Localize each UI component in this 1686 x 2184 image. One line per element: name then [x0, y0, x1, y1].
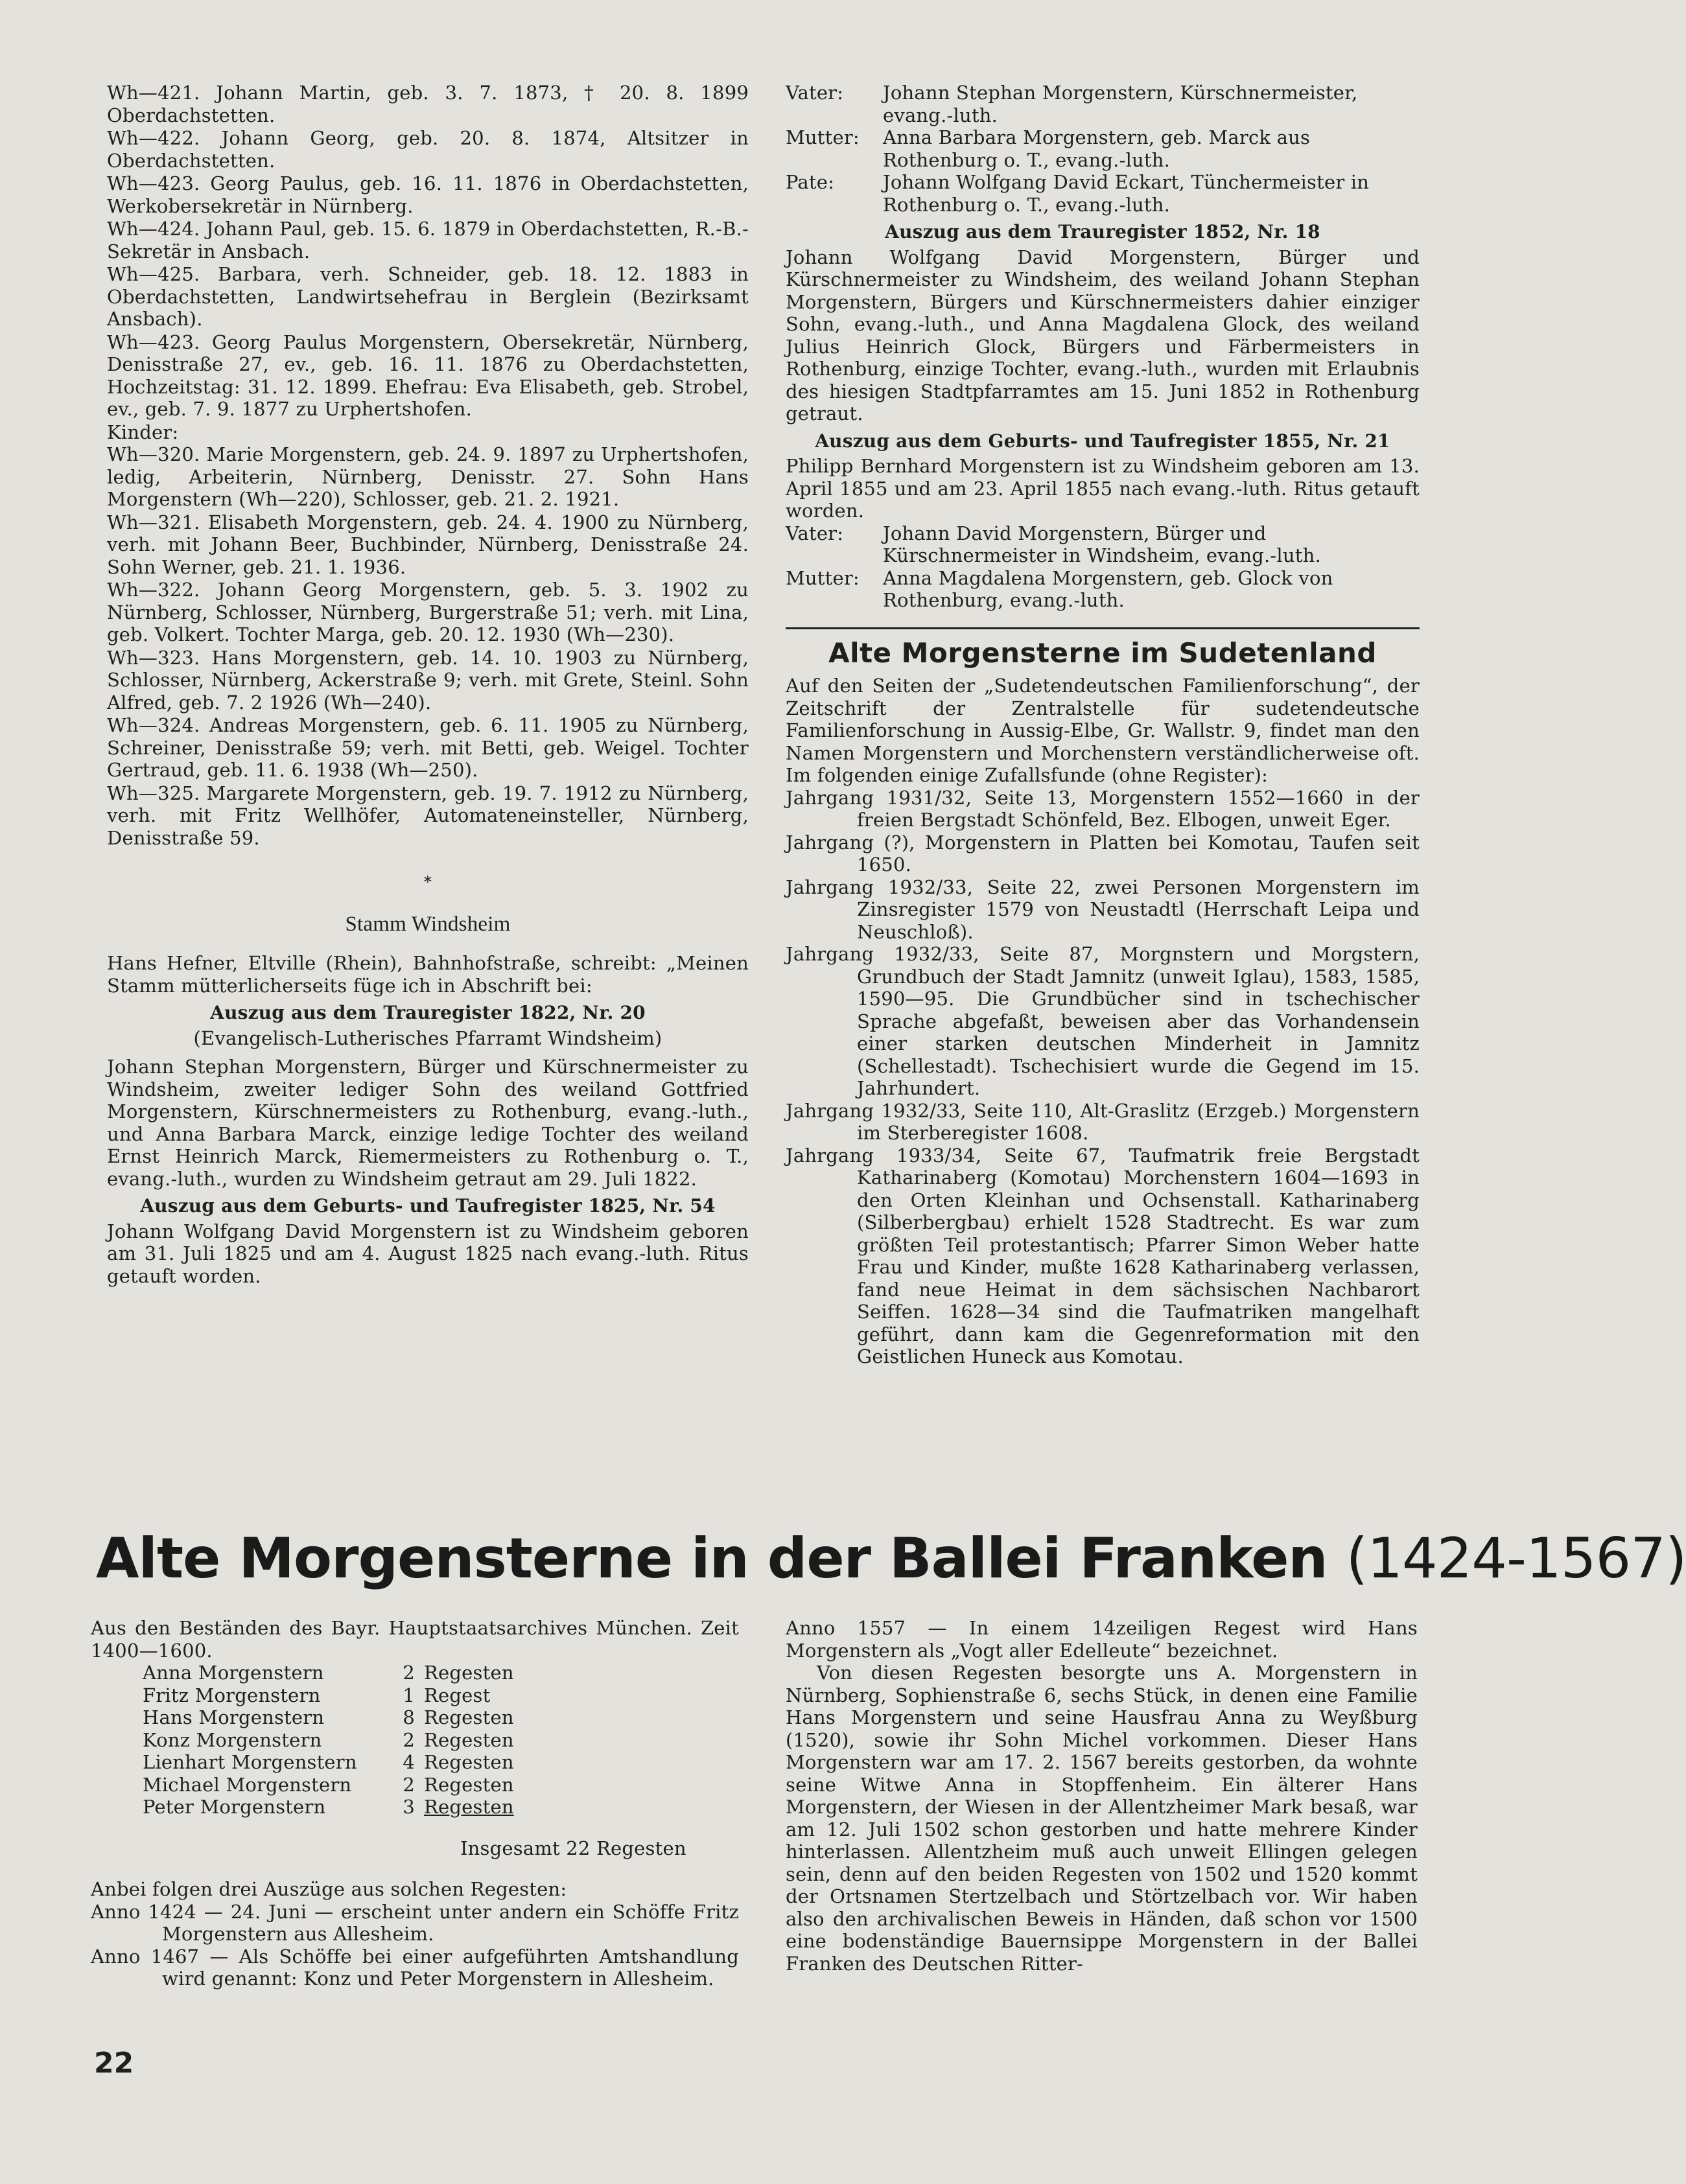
- regest-name: Fritz Morgenstern: [143, 1684, 321, 1706]
- child-entry: Wh—324. Andreas Morgenstern, geb. 6. 11. 1905 zu Nürnberg, Schreiner, Denisstraße 59; verh. mit Betti, geb. Weigel. Tochter Gertraud, geb. 11. 6. 1938 (Wh—250).: [107, 714, 749, 781]
- regest-name: Peter Morgenstern: [143, 1796, 326, 1818]
- auszug-3-text: Johann Wolfgang David Morgenstern, Bürger und Kürschnermeister zu Windsheim, des weiland Johann Stephan Morgenstern, Bürgers und Kürschnermeisters dahier einziger Sohn, evang.-luth., und Anna Magdalena Glock, des weiland Julius Heinrich Glock, Bürgers und Färbermeisters in Rothenburg, einzige Tochter, evang.-luth., wurden mit Erlaubnis des hiesigen Stadtpfarramtes am 15. Juni 1852 in Rothenburg getraut.: [786, 246, 1420, 424]
- sudetenland-title: Alte Morgensterne im Sudetenland: [828, 636, 1377, 669]
- anno-entry: Anno 1424 — 24. Juni — erscheint unter andern ein Schöffe Fritz Morgenstern aus Allesheim.: [91, 1900, 739, 1945]
- regest-count: 3: [403, 1796, 415, 1818]
- kinder-label: Kinder:: [107, 421, 179, 443]
- anno-1557-entry: Anno 1557 — In einem 14zeiligen Regest wird Hans Morgenstern als „Vogt aller Edelleute“ bezeichnet.: [786, 1617, 1418, 1662]
- regest-name: Konz Morgenstern: [143, 1728, 322, 1751]
- regest-row: [143, 1774, 514, 1796]
- parent-row-mutter: [786, 126, 1420, 171]
- regest-name: Anna Morgenstern: [143, 1662, 324, 1684]
- sudetenland-item: Jahrgang 1932/33, Seite 87, Morgnstern und Morgstern, Grundbuch der Stadt Jamnitz (unweit Iglau), 1583, 1585, 1590—95. Die Grundbücher sind in tschechischer Sprache abgefaßt, beweisen aber das Vorhandensein einer starken deutschen Minderheit in Jamnitz (Schellestadt). Tschechisiert wurde die Gegend im 15. Jahrhundert.: [786, 943, 1420, 1099]
- child-entry: Wh—323. Hans Morgenstern, geb. 14. 10. 1903 zu Nürnberg, Schlosser, Nürnberg, Ackerstraße 9; verh. mit Grete, Steinl. Sohn Alfred, geb. 7. 2 1926 (Wh—240).: [107, 646, 749, 714]
- parent-value: Johann David Morgenstern, Bürger und Kürschnermeister in Windsheim, evang.-luth.: [883, 522, 1321, 566]
- regest-count: 1: [403, 1684, 415, 1706]
- regest-count: 4: [403, 1751, 415, 1773]
- sudetenland-intro: Auf den Seiten der „Sudetendeutschen Familienforschung“, der Zeitschrift der Zentralstelle für sudetendeutsche Familienforschung in Aussig-Elbe, Gr. Wallstr. 9, findet man den Namen Morgenstern und Morchenstern verständlicherweise oft. Im folgenden einige Zufallsfunde (ohne Register):: [786, 675, 1420, 786]
- regest-unit: Regesten: [424, 1773, 514, 1796]
- auszug-3-heading: Auszug aus dem Trauregister 1852, Nr. 18: [885, 221, 1320, 242]
- parent-value: Anna Magdalena Morgenstern, geb. Glock von Rothenburg, evang.-luth.: [883, 566, 1333, 611]
- regest-count: 8: [403, 1706, 415, 1728]
- regest-name: Michael Morgenstern: [143, 1773, 352, 1796]
- regest-unit: Regesten: [424, 1728, 514, 1751]
- sudetenland-item: Jahrgang (?), Morgenstern in Platten bei Komotau, Taufen seit 1650.: [786, 831, 1420, 876]
- auszug-1-text: Johann Stephan Morgenstern, Bürger und Kürschnermeister zu Windsheim, zweiter lediger Sohn des weiland Gottfried Morgenstern, Kürschnermeisters zu Rothenburg, evang.-luth., und Anna Barbara Marck, einzige ledige Tochter des weiland Ernst Heinrich Marck, Riemermeisters zu Rothenburg o. T., evang.-luth., wurden zu Windsheim getraut am 29. Juli 1822.: [107, 1056, 749, 1190]
- section-divider: [786, 627, 1420, 629]
- auszug-4-heading: Auszug aus dem Geburts- und Taufregister 1855, Nr. 21: [815, 430, 1390, 452]
- parent-value: Anna Barbara Morgenstern, geb. Marck aus Rothenburg o. T., evang.-luth.: [883, 126, 1311, 171]
- ballei-franken-title: [96, 1526, 1686, 1591]
- regest-row: [143, 1662, 514, 1684]
- parent-role: Pate:: [786, 171, 835, 193]
- child-entry: Wh—322. Johann Georg Morgenstern, geb. 5. 3. 1902 zu Nürnberg, Schlosser, Nürnberg, Burgerstraße 51; verh. mit Lina, geb. Volkert. Tochter Marga, geb. 20. 12. 1930 (Wh—230).: [107, 579, 749, 645]
- sudetenland-item: Jahrgang 1932/33, Seite 22, zwei Personen Morgenstern im Zinsregister 1579 von Neustadtl (Herrschaft Leipa und Neuschloß).: [786, 876, 1420, 943]
- regest-name: Lienhart Morgenstern: [143, 1751, 357, 1773]
- auszug-4-text: Philipp Bernhard Morgenstern ist zu Windsheim geboren am 13. April 1855 und am 23. April 1855 nach evang.-luth. Ritus getauft worden.: [786, 455, 1420, 522]
- parent-role: Mutter:: [786, 126, 860, 148]
- child-entry: Wh—321. Elisabeth Morgenstern, geb. 24. 4. 1900 zu Nürnberg, verh. mit Johann Beer, Buchbinder, Nürnberg, Denisstraße 24. Sohn Werner, geb. 21. 1. 1936.: [107, 511, 749, 578]
- parent-value: Johann Wolfgang David Eckart, Tünchermeister in Rothenburg o. T., evang.-luth.: [883, 171, 1370, 216]
- regest-unit: Regesten: [424, 1706, 514, 1728]
- left-column: [107, 82, 749, 1287]
- genealogy-entry: Wh—421. Johann Martin, geb. 3. 7. 1873, † 20. 8. 1899 Oberdachstetten.: [107, 82, 749, 126]
- parent-role: Mutter:: [786, 566, 860, 589]
- regest-count: 2: [403, 1773, 415, 1796]
- regest-count: 2: [403, 1662, 415, 1684]
- ballei-intro: Aus den Beständen des Bayr. Hauptstaatsarchives München. Zeit 1400—1600.: [91, 1617, 739, 1662]
- regest-count: 2: [403, 1728, 415, 1751]
- regest-unit: Regesten: [424, 1796, 514, 1818]
- stamm-intro: Hans Hefner, Eltville (Rhein), Bahnhofstraße, schreibt: „Meinen Stamm mütterlicherseits füge ich in Abschrift bei:: [107, 952, 749, 997]
- parent-row-vater: [786, 522, 1420, 567]
- genealogy-entry: Wh—424. Johann Paul, geb. 15. 6. 1879 in Oberdachstetten, R.-B.-Sekretär in Ansbach.: [107, 218, 749, 262]
- regest-unit: Regesten: [424, 1662, 514, 1684]
- auszug-2-text: Johann Wolfgang David Morgenstern ist zu Windsheim geboren am 31. Juli 1825 und am 4. August 1825 nach evang.-luth. Ritus getauft worden.: [107, 1220, 749, 1287]
- genealogy-entry: Wh—423. Georg Paulus, geb. 16. 11. 1876 in Oberdachstetten, Werkobersekretär in Nürnberg.: [107, 172, 749, 217]
- regesten-total: Insgesamt 22 Regesten: [460, 1837, 686, 1859]
- right-column: [786, 82, 1420, 1368]
- regest-row: [143, 1684, 514, 1707]
- bottom-right-column: [786, 1617, 1418, 1975]
- parent-row-vater: [786, 82, 1420, 126]
- auszug-1-heading: Auszug aus dem Trauregister 1822, Nr. 20: [210, 1002, 646, 1023]
- parent-row-pate: [786, 171, 1420, 216]
- regest-name: Hans Morgenstern: [143, 1706, 325, 1728]
- parent-value: Johann Stephan Morgenstern, Kürschnermeister, evang.-luth.: [883, 82, 1358, 126]
- sudetenland-item: Jahrgang 1933/34, Seite 67, Taufmatrik freie Bergstadt Katharinaberg (Komotau) Morchenstern 1604—1693 in den Orten Kleinhan und Ochsenstall. Katharinaberg (Silberbergbau) erhielt 1528 Stadtrecht. Es war zum größten Teil protestantisch; Pfarrer Simon Weber hatte Frau und Kinder, mußte 1628 Katharinaberg verlassen, fand neue Heimat in dem sächsischen Nachbarort Seiffen. 1628—34 sind die Taufmatriken mangelhaft geführt, dann kam die Gegenreformation mit den Geistlichen Huneck aus Komotau.: [786, 1144, 1420, 1367]
- anbei-text: Anbei folgen drei Auszüge aus solchen Regesten:: [91, 1878, 567, 1900]
- parent-role: Vater:: [786, 522, 844, 544]
- sudetenland-item: Jahrgang 1931/32, Seite 13, Morgenstern 1552—1660 in der freien Bergstadt Schönfeld, Bez. Elbogen, unweit Eger.: [786, 786, 1420, 831]
- anno-entry: Anno 1467 — Als Schöffe bei einer aufgeführten Amtshandlung wird genannt: Konz und Peter Morgenstern in Allesheim.: [91, 1945, 739, 1990]
- page-number: 22: [94, 2047, 134, 2080]
- parent-role: Vater:: [786, 82, 844, 104]
- auszug-2-heading: Auszug aus dem Geburts- und Taufregister 1825, Nr. 54: [140, 1195, 716, 1216]
- ballei-body-text: Von diesen Regesten besorgte uns A. Morgenstern in Nürnberg, Sophienstraße 6, sechs Stück, in denen eine Familie Hans Morgenstern und seine Hausfrau Anna zu Weyßburg (1520), sowie ihr Sohn Michel vorkommen. Dieser Hans Morgenstern war am 17. 2. 1567 bereits gestorben, da wohnte seine Witwe Anna in Stopffenheim. Ein älterer Hans Morgenstern, der Wiesen in der Allentzheimer Mark besaß, war am 12. Juli 1502 schon gestorben und hatte mehrere Kinder hinterlassen. Allentzheim muß auch unweit Ellingen gelegen sein, denn auf den beiden Regesten von 1502 und 1520 kommt der Ortsnamen Stertzelbach und Störtzelbach vor. Wir haben also den archivalischen Beweis in Händen, daß schon vor 1500 eine bodenständige Bauernsippe Morgenstern in der Ballei Franken des Deutschen Ritter-: [786, 1662, 1418, 1975]
- child-entry: Wh—320. Marie Morgenstern, geb. 24. 9. 1897 zu Urphertshofen, ledig, Arbeiterin, Nürnberg, Denisstr. 27. Sohn Hans Morgenstern (Wh—220), Schlosser, geb. 21. 2. 1921.: [107, 443, 749, 510]
- regesten-table: [143, 1662, 514, 1818]
- ballei-title-text: Alte Morgensterne in der Ballei Franken: [96, 1526, 1328, 1591]
- ballei-title-dates: (1424-1567): [1346, 1526, 1686, 1591]
- separator-star: *: [423, 873, 432, 891]
- auszug-1-subheading: (Evangelisch-Lutherisches Pfarramt Windsheim): [193, 1027, 662, 1049]
- genealogy-entry: Wh—423. Georg Paulus Morgenstern, Obersekretär, Nürnberg, Denisstraße 27, ev., geb. 16. 11. 1876 zu Oberdachstetten, Hochzeitstag: 31. 12. 1899. Ehefrau: Eva Elisabeth, geb. Strobel, ev., geb. 7. 9. 1877 zu Urphertshofen.: [107, 331, 749, 420]
- genealogy-entry: Wh—422. Johann Georg, geb. 20. 8. 1874, Altsitzer in Oberdachstetten.: [107, 127, 749, 172]
- sudetenland-item: Jahrgang 1932/33, Seite 110, Alt-Graslitz (Erzgeb.) Morgenstern im Sterberegister 1608.: [786, 1099, 1420, 1144]
- regest-row: [143, 1729, 514, 1752]
- bottom-left-column: [91, 1617, 739, 1990]
- regest-unit: Regesten: [424, 1751, 514, 1773]
- parent-row-mutter: [786, 567, 1420, 612]
- stamm-windsheim-heading: Stamm Windsheim: [345, 912, 511, 936]
- genealogy-entry: Wh—425. Barbara, verh. Schneider, geb. 18. 12. 1883 in Oberdachstetten, Landwirtsehefrau in Berglein (Bezirksamt Ansbach).: [107, 263, 749, 330]
- regest-row: [143, 1751, 514, 1774]
- regest-unit: Regest: [424, 1684, 491, 1706]
- child-entry: Wh—325. Margarete Morgenstern, geb. 19. 7. 1912 zu Nürnberg, verh. mit Fritz Wellhöfer, Automateneinsteller, Nürnberg, Denisstraße 59.: [107, 782, 749, 849]
- regest-row: [143, 1706, 514, 1729]
- regest-row: [143, 1796, 514, 1818]
